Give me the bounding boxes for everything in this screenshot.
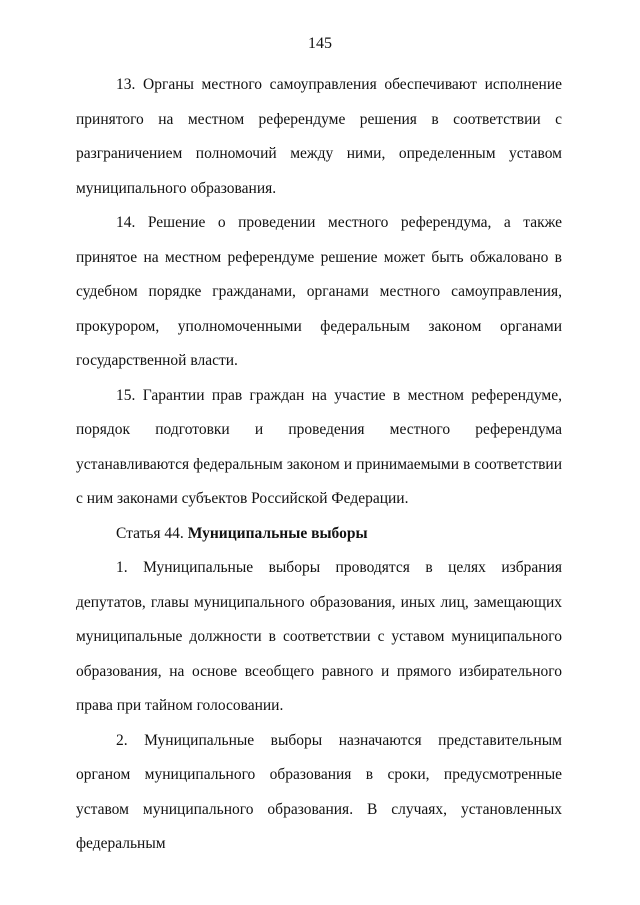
page-content: [76, 68, 562, 862]
paragraph-15: 15. Гарантии прав граждан на участие в местном референдуме, порядок подготовки и проведения местного референдума устанавливаются федеральным законом и принимаемыми в соответствии с ним законами субъектов Российской Федерации.: [76, 386, 562, 507]
article-title: Муниципальные выборы: [187, 524, 368, 542]
article-paragraph-1: 1. Муниципальные выборы проводятся в целях избрания депутатов, главы муниципального образования, иных лиц, замещающих муниципальные должности в соответствии с уставом муниципального образования, на основе всеобщего равного и прямого избирательного права при тайном голосовании.: [76, 559, 562, 714]
article-paragraph-2: 2. Муниципальные выборы назначаются представительным органом муниципального образования в сроки, предусмотренные уставом муниципального образования. В случаях, установленных федеральным: [76, 731, 562, 852]
article-label: Статья 44.: [116, 524, 184, 542]
paragraph-13: 13. Органы местного самоуправления обеспечивают исполнение принятого на местном референдуме решения в соответствии с разграничением полномочий между ними, определенным уставом муниципального образования.: [76, 76, 562, 197]
article-heading: [76, 517, 562, 552]
page-number: 145: [308, 35, 332, 52]
paragraph-14: 14. Решение о проведении местного референдума, а также принятое на местном референдуме решение может быть обжаловано в судебном порядке гражданами, органами местного самоуправления, прокурором, уполномоченными федеральным законом органами государственной власти.: [76, 214, 562, 369]
